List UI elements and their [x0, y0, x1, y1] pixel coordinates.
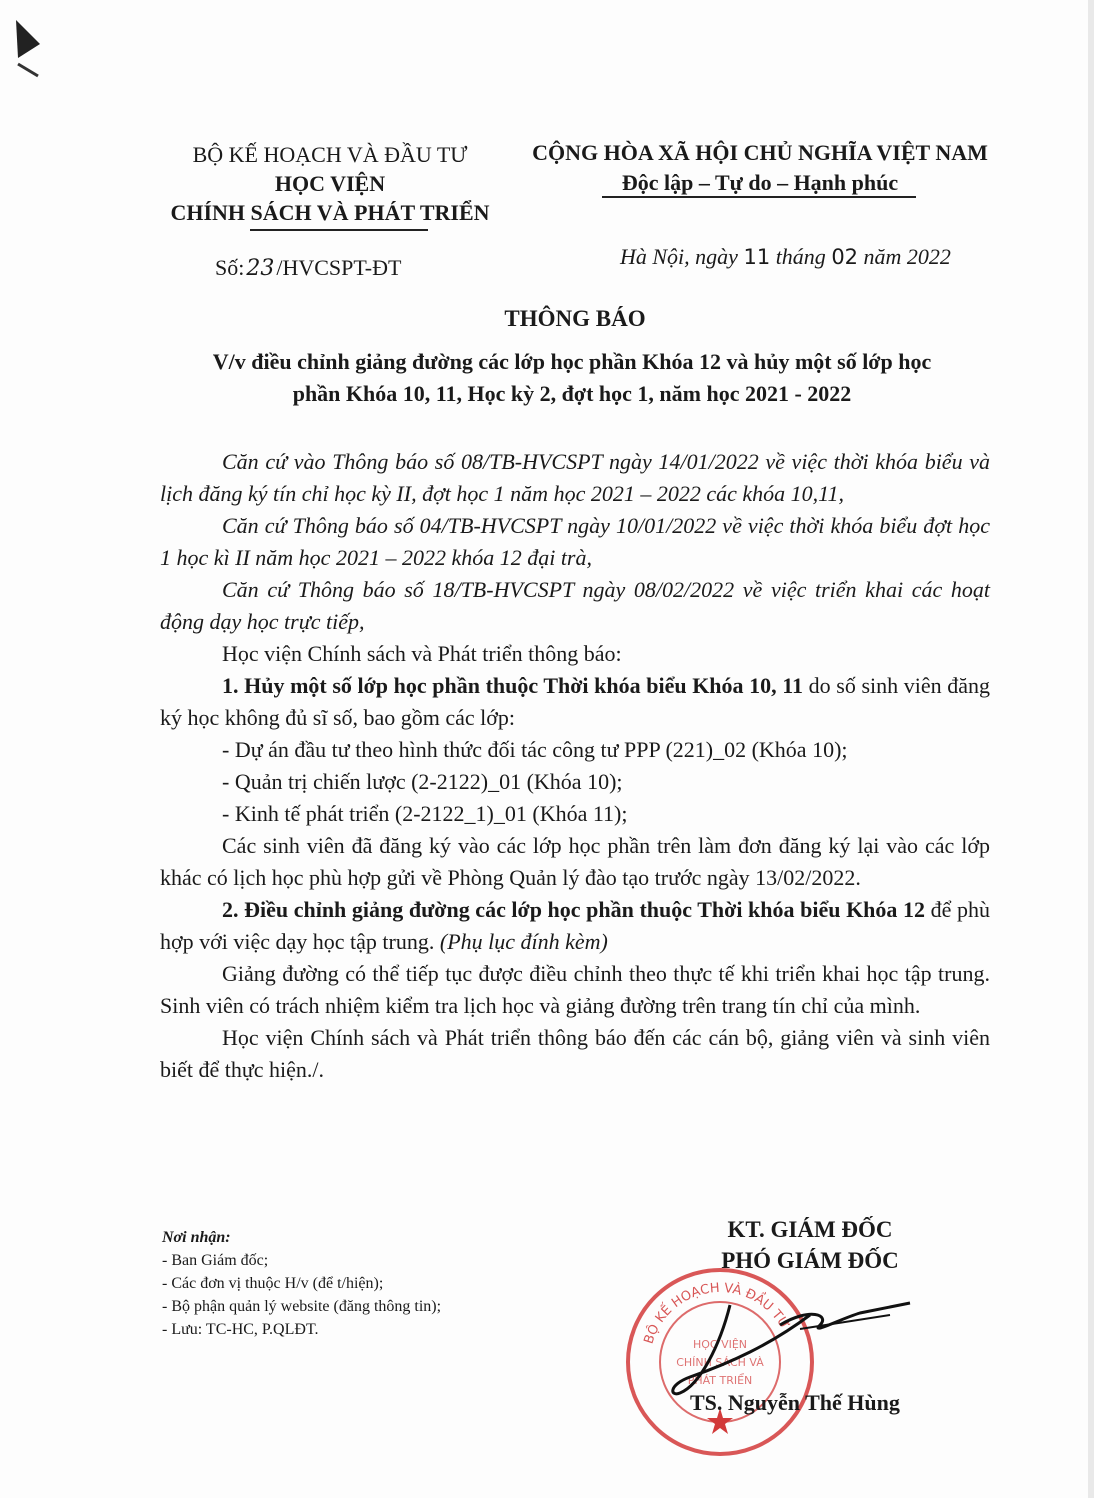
svg-text:BỘ KẾ HOẠCH VÀ ĐẦU TƯ: BỘ KẾ HOẠCH VÀ ĐẦU TƯ: [641, 1280, 792, 1346]
signature-title: KT. GIÁM ĐỐC PHÓ GIÁM ĐỐC: [721, 1217, 899, 1273]
corner-mark-icon: [10, 14, 50, 94]
doc-number-handwritten: 23: [246, 256, 275, 281]
signer-name: TS. Nguyễn Thế Hùng: [690, 1390, 900, 1415]
section2-heading: 2. Điều chỉnh giảng đường các lớp học phần thuộc Thời khóa biểu Khóa 12: [222, 897, 926, 922]
document-number: Số:23/HVCSPT-ĐT: [215, 255, 402, 281]
closing-paragraph: Học viện Chính sách và Phát triển thông báo đến các cán bộ, giảng viên và sinh viên biết để thực hiện./.: [160, 1025, 990, 1082]
recipient-item: - Ban Giám đốc;: [162, 1252, 269, 1269]
section1-heading: 1. Hủy một số lớp học phần thuộc Thời khóa biểu Khóa 10, 11: [222, 673, 804, 698]
handwritten-signature-icon: [660, 1285, 920, 1405]
svg-text:PHÁT TRIỂN: PHÁT TRIỂN: [687, 1374, 753, 1387]
svg-text:CHÍNH SÁCH VÀ: CHÍNH SÁCH VÀ: [676, 1356, 764, 1369]
notice-subject: V/v điều chỉnh giảng đường các lớp học phần Khóa 12 và hủy một số lớp học phần Khóa 10, 11, Học kỳ 2, đợt học 1, năm học 2021 - 2022: [212, 349, 932, 406]
section1-paragraph: 1. Hủy một số lớp học phần thuộc Thời khóa biểu Khóa 10, 11 do số sinh viên đăng ký học không đủ sĩ số, bao gồm các lớp:: [160, 673, 990, 730]
section2-note: Giảng đường có thể tiếp tục được điều chỉnh theo thực tế khi triển khai học tập trung. Sinh viên có trách nhiệm kiểm tra lịch học và giảng đường trên trang tín chỉ của mình.: [160, 961, 990, 1018]
notice-title: THÔNG BÁO: [504, 306, 646, 331]
recipients-label: Nơi nhận:: [162, 1229, 231, 1246]
national-header: [510, 138, 1010, 198]
recipient-item: - Bộ phận quản lý website (đăng thông tin);: [162, 1298, 442, 1315]
republic-name: CỘNG HÒA XÃ HỘI CHỦ NGHĨA VIỆT NAM: [532, 140, 988, 165]
national-motto: Độc lập – Tự do – Hạnh phúc: [621, 170, 899, 195]
recipient-item: - Lưu: TC-HC, P.QLĐT.: [162, 1321, 319, 1338]
basis-paragraph: Căn cứ Thông báo số 18/TB-HVCSPT ngày 08/02/2022 về việc triển khai các hoạt động dạy học trực tiếp,: [160, 577, 990, 634]
cancelled-class-item: - Kinh tế phát triển (2-2122_1)_01 (Khóa 11);: [222, 801, 628, 826]
section2-paragraph: 2. Điều chỉnh giảng đường các lớp học phần thuộc Thời khóa biểu Khóa 12 để phù hợp với việc dạy học tập trung. (Phụ lục đính kèm): [160, 897, 991, 954]
month-handwritten: 02: [831, 245, 859, 269]
place-date: Hà Nội, ngày 11 tháng 02 năm 2022: [620, 244, 951, 269]
issuer-underline: [250, 229, 428, 231]
notice-body: [160, 446, 990, 1086]
ministry-name: BỘ KẾ HOẠCH VÀ ĐẦU TƯ: [192, 142, 468, 167]
basis-paragraph: Căn cứ vào Thông báo số 08/TB-HVCSPT ngày 14/01/2022 về việc thời khóa biểu và lịch đăng ký tín chỉ học kỳ II, đợt học 1 năm học 2021 – 2022 các khóa 10,11,: [160, 449, 990, 506]
recipients-block: [162, 1226, 441, 1341]
institute-name-line1: HỌC VIỆN: [274, 171, 386, 196]
section1-note: Các sinh viên đã đăng ký vào các lớp học phần trên làm đơn đăng ký lại vào các lớp khác có lịch học phù hợp gửi về Phòng Quản lý đào tạo trước ngày 13/02/2022.: [160, 833, 990, 890]
institute-name-line2: CHÍNH SÁCH VÀ PHÁT TRIỂN: [170, 200, 490, 225]
announce-paragraph: Học viện Chính sách và Phát triển thông báo:: [222, 641, 622, 666]
svg-text:HỌC VIỆN: HỌC VIỆN: [692, 1338, 748, 1351]
motto-underline: [602, 196, 916, 198]
appendix-note: (Phụ lục đính kèm): [439, 929, 608, 954]
cancelled-class-item: - Quản trị chiến lược (2-2122)_01 (Khóa 10);: [222, 769, 623, 794]
issuer-block: [150, 140, 510, 227]
recipient-item: - Các đơn vị thuộc H/v (để t/hiện);: [162, 1275, 384, 1292]
day-handwritten: 11: [743, 245, 771, 269]
cancelled-class-item: - Dự án đầu tư theo hình thức đối tác công tư PPP (221)_02 (Khóa 10);: [222, 737, 848, 762]
basis-paragraph: Căn cứ Thông báo số 04/TB-HVCSPT ngày 10/01/2022 về việc thời khóa biểu đợt học 1 học kì II năm học 2021 – 2022 khóa 12 đại trà,: [160, 513, 990, 570]
